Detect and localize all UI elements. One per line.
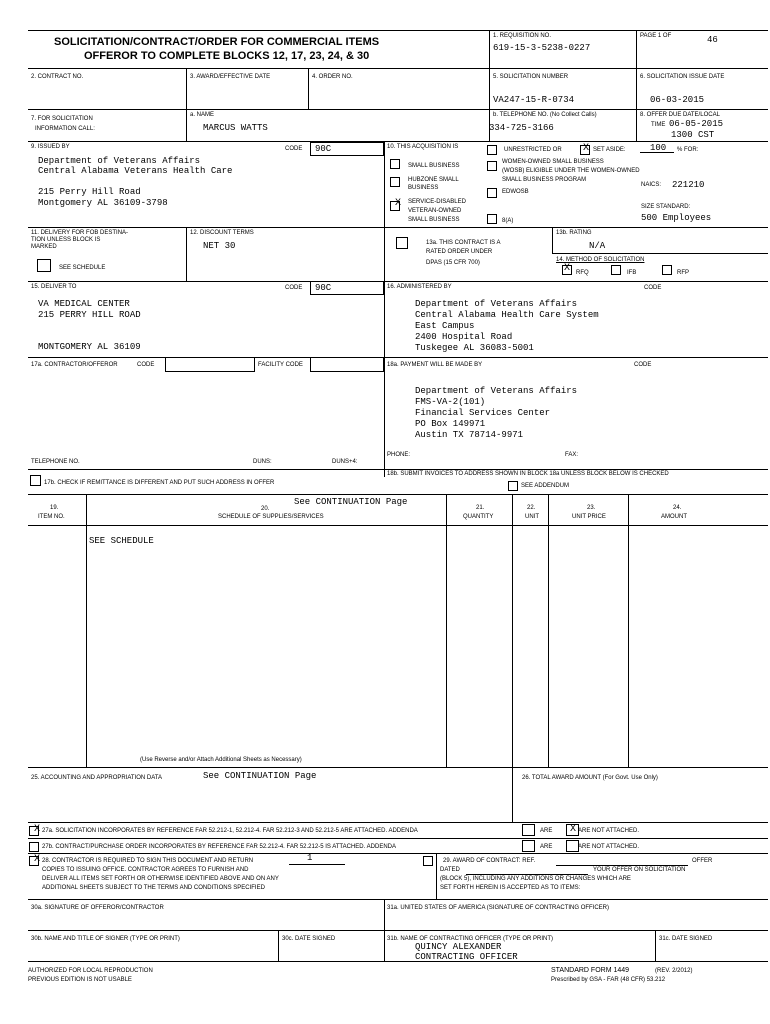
29-your-offer-label: YOUR OFFER ON SOLICITATION (593, 867, 686, 873)
rule-top (28, 30, 768, 31)
vrule-col3 (186, 68, 187, 109)
payment-by-label: 18a. PAYMENT WILL BE MADE BY (387, 362, 483, 368)
edwosb-label: EDWOSB (502, 189, 529, 195)
28-line-4: ADDITIONAL SHEETS SUBJECT TO THE TERMS AND CONDITIONS SPECIFIED (42, 885, 265, 891)
wosb-checkbox[interactable] (487, 161, 497, 171)
vrule-29 (436, 853, 437, 899)
deliver-to-line-1: VA MEDICAL CENTER (38, 299, 130, 309)
duns-label: DUNS: (253, 459, 272, 465)
29-ref-line (556, 857, 688, 866)
30b-label: 30b. NAME AND TITLE OF SIGNER (TYPE OR PRINT) (31, 936, 180, 942)
footer-left-1: AUTHORIZED FOR LOCAL REPRODUCTION (28, 968, 153, 974)
contact-name[interactable]: MARCUS WATTS (203, 123, 268, 133)
fob-label-3: MARKED (31, 244, 57, 250)
deliver-to-code[interactable]: 90C (315, 283, 332, 293)
28-line-3: DELIVER ALL ITEMS SET FORTH OR OTHERWISE IDENTIFIED ABOVE AND ON ANY (42, 876, 279, 882)
rule-row28 (28, 853, 768, 854)
rule-row19 (28, 494, 768, 495)
col24-num: 24. (673, 505, 682, 511)
administered-by-label: 16. ADMINISTERED BY (387, 284, 452, 290)
fob-label-1: 11. DELIVERY FOR FOB DESTINA- (31, 230, 129, 236)
rule-row11 (28, 227, 768, 228)
vrule-31c (655, 930, 656, 961)
vrule-col12 (186, 227, 187, 281)
27b-are-not-label: ARE NOT ATTACHED. (578, 844, 640, 850)
col22-num: 22. (527, 505, 536, 511)
col22-label: UNIT (525, 514, 539, 520)
see-schedule-checkbox[interactable] (37, 259, 51, 272)
footer-left-2: PREVIOUS EDITION IS NOT USABLE (28, 977, 132, 983)
29-dated-label: DATED (440, 867, 460, 873)
eight-a-label: 8(A) (502, 218, 514, 224)
contractor-code-box[interactable] (165, 357, 255, 372)
issue-date[interactable]: 06-03-2015 (650, 95, 705, 105)
vrule-item (86, 494, 87, 767)
rfp-label: RFP (677, 270, 689, 276)
solicitation-number[interactable]: VA247-15-R-0734 (493, 95, 575, 105)
vrule-col4 (308, 68, 309, 109)
rfq-label: RFQ (576, 270, 589, 276)
deliver-to-line-5: MONTGOMERY AL 36109 (38, 342, 141, 352)
col19-label: ITEM NO. (38, 514, 65, 520)
29-checkbox[interactable] (423, 856, 433, 866)
27a-are-not-label: ARE NOT ATTACHED. (578, 828, 640, 834)
issued-by-line-1: Department of Veterans Affairs (38, 156, 201, 166)
small-business-checkbox[interactable] (390, 159, 400, 169)
administered-by-line-2: Central Alabama Health Care System (415, 310, 599, 320)
27b-label: 27b. CONTRACT/PURCHASE ORDER INCORPORATES BY REFERENCE FAR 52.212-4. FAR 52.212-5 IS ATTACHED. ADDENDA (42, 844, 396, 850)
col20-num: 20. (261, 506, 270, 512)
footer-form-number: STANDARD FORM 1449 (551, 967, 630, 974)
issued-by-label: 9. ISSUED BY (31, 144, 70, 150)
unrestricted-checkbox[interactable] (487, 145, 497, 155)
administered-by-line-3: East Campus (415, 321, 475, 331)
vrule-unit (512, 494, 513, 767)
administered-by-code-label: CODE (644, 285, 662, 291)
requisition-label: 1. REQUISITION NO. (493, 33, 552, 39)
col20-label: SCHEDULE OF SUPPLIES/SERVICES (218, 514, 324, 520)
facility-code-box[interactable] (310, 357, 384, 372)
31b-label: 31b. NAME OF CONTRACTING OFFICER (TYPE OR PRINT) (387, 936, 554, 942)
28-copies[interactable]: 1 (307, 853, 313, 863)
order-no-label: 4. ORDER NO. (312, 74, 353, 80)
payment-line-5: Austin TX 78714-9971 (415, 430, 524, 440)
sdvosb-label-1: SERVICE-DISABLED (408, 199, 466, 205)
27b-are-label: ARE (540, 844, 553, 850)
issue-date-label: 6. SOLICITATION ISSUE DATE (640, 74, 725, 80)
vrule-26 (512, 767, 513, 822)
contractor-code-label: CODE (137, 362, 155, 368)
27b-checkbox[interactable] (29, 842, 39, 852)
col23-label: UNIT PRICE (572, 514, 606, 520)
contractor-label: 17a. CONTRACTOR/OFFEROR (31, 362, 118, 368)
remittance-checkbox[interactable] (30, 475, 41, 486)
accounting-label: 25. ACCOUNTING AND APPROPRIATION DATA (31, 775, 163, 781)
rated-order-label-1: 13a. THIS CONTRACT IS A (426, 240, 501, 246)
vrule-30c (278, 930, 279, 961)
administered-by-line-4: 2400 Hospital Road (415, 332, 513, 342)
total-award-label: 26. TOTAL AWARD AMOUNT (For Govt. Use Only) (522, 775, 658, 781)
footer-prescribed: Prescribed by GSA - FAR (48 CFR) 53.212 (551, 977, 666, 983)
rating-value[interactable]: N/A (589, 241, 606, 251)
offer-due-label: 8. OFFER DUE DATE/LOCAL (640, 112, 720, 118)
col24-label: AMOUNT (661, 514, 687, 520)
issued-by-code[interactable]: 90C (315, 144, 332, 154)
issued-by-line-2: Central Alabama Veterans Health Care (38, 166, 233, 176)
col21-label: QUANTITY (463, 514, 494, 520)
accounting-value[interactable]: See CONTINUATION Page (203, 771, 317, 781)
rfq-check-mark: X (564, 263, 571, 274)
solicitation-number-label: 5. SOLICITATION NUMBER (493, 74, 569, 80)
contract-no-label: 2. CONTRACT NO. (31, 74, 84, 80)
vrule-amount (628, 494, 629, 767)
percent-for-label: % FOR: (677, 147, 699, 153)
wosb-label-3: SMALL BUSINESS PROGRAM (502, 177, 587, 183)
29-line-4: SET FORTH HEREIN IS ACCEPTED AS TO ITEMS: (440, 885, 581, 891)
remittance-label: 17b. CHECK IF REMITTANCE IS DIFFERENT AND PUT SUCH ADDRESS IN OFFER (44, 480, 275, 486)
size-standard-label: SIZE STANDARD: (641, 204, 691, 210)
wosb-label-1: WOMEN-OWNED SMALL BUSINESS (502, 159, 604, 165)
issued-by-line-4: 215 Perry Hill Road (38, 187, 141, 197)
30a-label: 30a. SIGNATURE OF OFFEROR/CONTRACTOR (31, 905, 164, 911)
form-title-1: SOLICITATION/CONTRACT/ORDER FOR COMMERCIAL ITEMS (54, 36, 380, 48)
payment-line-1: Department of Veterans Affairs (415, 386, 578, 396)
contracting-officer-name[interactable]: QUINCY ALEXANDER (415, 942, 502, 952)
rule-row30b (28, 930, 768, 931)
sdvosb-label-3: SMALL BUSINESS (408, 217, 460, 223)
info-call-label-1: 7. FOR SOLICITATION (31, 116, 93, 122)
payment-line-2: FMS-VA-2(101) (415, 397, 486, 407)
28-check-mark: X (34, 854, 41, 865)
payment-line-4: PO Box 149971 (415, 419, 486, 429)
unrestricted-label: UNRESTRICTED OR (504, 147, 562, 153)
31c-label: 31c. DATE SIGNED (659, 936, 713, 942)
method-label: 14. METHOD OF SOLICITATION (556, 257, 645, 263)
offer-due-time[interactable]: 1300 CST (671, 130, 715, 140)
27b-are-checkbox[interactable] (522, 840, 535, 852)
sdvosb-check-mark: X (395, 198, 402, 209)
facility-code-label: FACILITY CODE (258, 362, 303, 368)
small-business-label: SMALL BUSINESS (408, 163, 460, 169)
naics-value[interactable]: 221210 (672, 180, 705, 190)
duns4-label: DUNS+4: (332, 459, 358, 465)
addendum-checkbox[interactable] (508, 481, 518, 491)
vrule-price (548, 494, 549, 767)
schedule-content: SEE SCHEDULE (89, 536, 154, 546)
vrule-qty (446, 494, 447, 767)
payment-code-label: CODE (634, 362, 652, 368)
vrule-31 (384, 899, 385, 961)
rule-row17b (28, 469, 768, 470)
rule-bottom (28, 961, 768, 962)
29-line-3: (BLOCK 5), INCLUDING ANY ADDITIONS OR CHANGES WHICH ARE (440, 876, 631, 882)
payment-line-3: Financial Services Center (415, 408, 551, 418)
deliver-to-code-label: CODE (285, 285, 303, 291)
col19-num: 19. (50, 505, 59, 511)
acquisition-label: 10. THIS ACQUISITION IS (387, 144, 459, 150)
name-label: a. NAME (190, 112, 215, 118)
ifb-label: IFB (627, 270, 637, 276)
vrule-13b (552, 227, 553, 253)
requisition-value[interactable]: 619-15-3-5238-0227 (493, 43, 591, 53)
29-offer-label: OFFER (692, 858, 713, 864)
form-title-2: OFFEROR TO COMPLETE BLOCKS 12, 17, 23, 24, & 30 (84, 50, 370, 62)
31a-label: 31a. UNITED STATES OF AMERICA (SIGNATURE OF CONTRACTING OFFICER) (387, 905, 610, 911)
rated-order-label-3: DPAS (15 CFR 700) (426, 260, 480, 266)
27a-are-label: ARE (540, 828, 553, 834)
27a-check-mark: X (34, 824, 41, 835)
contractor-telephone-label: TELEPHONE NO. (31, 459, 80, 465)
rule-row17 (28, 357, 768, 358)
29-line-1: 29. AWARD OF CONTRACT: REF. (443, 858, 536, 864)
hubzone-label-2: BUSINESS (408, 185, 439, 191)
col21-num: 21. (476, 505, 485, 511)
29-dated-line (466, 866, 588, 875)
telephone-value[interactable]: 334-725-3166 (489, 123, 554, 133)
fob-label-2: TION UNLESS BLOCK IS (31, 237, 101, 243)
edwosb-checkbox[interactable] (487, 188, 497, 198)
30c-label: 30c. DATE SIGNED (282, 936, 336, 942)
payment-phone-label: PHONE: (387, 452, 411, 458)
info-call-label-2: INFORMATION CALL: (35, 126, 95, 132)
rule-row27b (28, 838, 768, 839)
col20-note: See CONTINUATION Page (294, 497, 408, 507)
27a-label: 27a. SOLICITATION INCORPORATES BY REFERENCE FAR 52.212-1, 52.212-4. FAR 52.212-3 AND 52.212-5 ARE ATTACHED. ADDENDA (42, 828, 418, 834)
sdvosb-label-2: VETERAN-OWNED (408, 208, 462, 214)
footer-revision: (REV. 2/2012) (655, 968, 693, 974)
rule-row7 (28, 109, 768, 110)
rule-row9 (28, 141, 768, 142)
set-aside-check-mark: X (583, 143, 590, 154)
28-line-1: 28. CONTRACTOR IS REQUIRED TO SIGN THIS DOCUMENT AND RETURN (42, 858, 254, 864)
invoice-label: 18b. SUBMIT INVOICES TO ADDRESS SHOWN IN BLOCK 18a UNLESS BLOCK BELOW IS CHECKED (387, 471, 669, 477)
administered-by-line-1: Department of Veterans Affairs (415, 299, 578, 309)
rated-order-checkbox[interactable] (396, 237, 408, 249)
offer-due-time-label: TIME (651, 122, 666, 128)
payment-fax-label: FAX: (565, 452, 579, 458)
wosb-label-2: (WOSB) ELIGIBLE UNDER THE WOMEN-OWNED (502, 168, 640, 174)
rule-row2 (28, 68, 768, 69)
issued-by-code-label: CODE (285, 146, 303, 152)
ifb-checkbox[interactable] (611, 265, 621, 275)
page-count: 46 (707, 35, 718, 45)
rated-order-label-2: RATED ORDER UNDER (426, 249, 493, 255)
size-standard-value[interactable]: 500 Employees (641, 213, 712, 223)
deliver-to-line-2: 215 PERRY HILL ROAD (38, 310, 141, 320)
addendum-label: SEE ADDENDUM (521, 483, 570, 489)
set-aside-label: SET ASIDE: (593, 147, 626, 153)
schedule-footnote: (Use Reverse and/or Attach Additional Sheets as Necessary) (140, 757, 302, 763)
vrule-col6 (636, 68, 637, 141)
rule-row15 (28, 281, 768, 282)
27a-are-not-check-mark: X (570, 824, 577, 835)
deliver-to-label: 15. DELIVER TO (31, 284, 77, 290)
naics-label: NAICS: (641, 182, 662, 188)
hubzone-label-1: HUBZONE SMALL (408, 177, 459, 183)
page-label: PAGE 1 OF (640, 33, 672, 39)
27a-are-checkbox[interactable] (522, 824, 535, 836)
col23-num: 23. (587, 505, 596, 511)
rule-14 (552, 253, 768, 254)
set-aside-percent[interactable]: 100 (650, 143, 667, 153)
rating-label: 13b. RATING (556, 230, 592, 236)
vrule-name (186, 109, 187, 141)
discount-terms-value[interactable]: NET 30 (203, 241, 236, 251)
contracting-officer-title[interactable]: CONTRACTING OFFICER (415, 952, 518, 962)
hubzone-checkbox[interactable] (390, 177, 400, 187)
rule-schedule-header (28, 525, 768, 526)
28-line-2: COPIES TO ISSUING OFFICE. CONTRACTOR AGREES TO FURNISH AND (42, 867, 249, 873)
see-schedule-label: SEE SCHEDULE (59, 265, 106, 271)
rule-row30 (28, 899, 768, 900)
28-copies-line (289, 856, 345, 865)
rule-row27a (28, 822, 768, 823)
rfp-checkbox[interactable] (662, 265, 672, 275)
vrule-center (384, 141, 385, 477)
rule-row25 (28, 767, 768, 768)
discount-terms-label: 12. DISCOUNT TERMS (190, 230, 254, 236)
issued-by-line-5: Montgomery AL 36109-3798 (38, 198, 168, 208)
telephone-label: b. TELEPHONE NO. (No Collect Calls) (493, 112, 597, 118)
offer-due-date[interactable]: 06-05-2015 (669, 119, 724, 129)
eight-a-checkbox[interactable] (487, 214, 497, 224)
award-date-label: 3. AWARD/EFFECTIVE DATE (190, 74, 271, 80)
administered-by-line-5: Tuskegee AL 36083-5001 (415, 343, 534, 353)
